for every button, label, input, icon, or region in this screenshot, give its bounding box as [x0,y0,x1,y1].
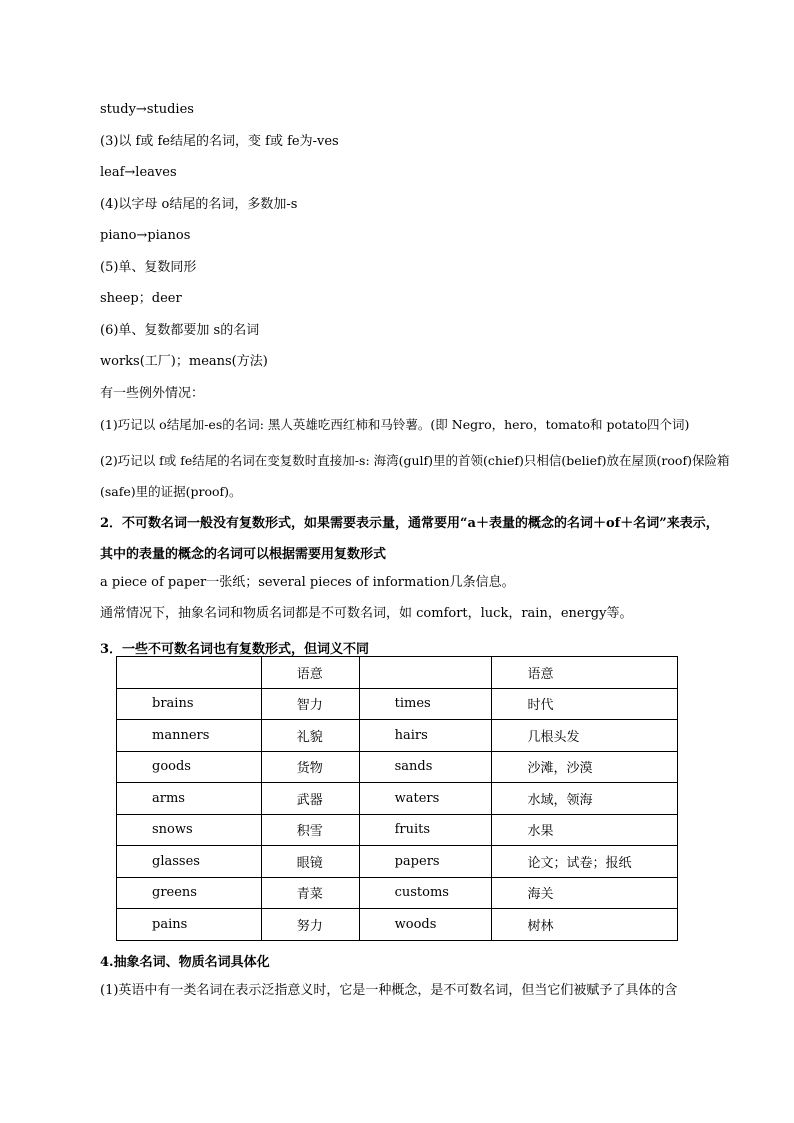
table-cell: 努力 [261,909,359,941]
text-line: 通常情况下，抽象名词和物质名词都是不可数名词，如 comfort，luck，rain，energy等。 [100,606,633,621]
table-cell: sands [359,751,492,783]
text-line: study→studies [100,102,194,117]
table-cell: 礼貌 [261,720,359,752]
table-cell: manners [117,720,262,752]
table-cell: 几根头发 [492,720,678,752]
section-heading: 3．一些不可数名词也有复数形式，但词义不同 [100,641,370,657]
text-line: (6)单、复数都要加 s的名词 [100,322,260,338]
table-cell: 武器 [261,783,359,815]
table-cell: papers [359,846,492,878]
table-row [117,814,678,846]
table-cell: 积雪 [261,814,359,846]
text-line: leaf→leaves [100,165,177,180]
table-cell: 海关 [492,877,678,909]
document-continuation [100,947,730,1010]
table-cell: woods [359,909,492,941]
table-header-cell: 语意 [261,657,359,689]
table-header-cell [117,657,262,689]
table-cell: customs [359,877,492,909]
text-line: (1)英语中有一类名词在表示泛指意义时，它是一种概念，是不可数名词，但当它们被赋予了具体的含 [100,982,678,998]
table-row [117,909,678,941]
table-cell: 眼镜 [261,846,359,878]
table-header-row [117,657,678,689]
text-line: (3)以 f或 fe结尾的名词，变 f或 fe为-ves [100,133,339,149]
text-line: works(工厂)；means(方法) [100,354,268,369]
table-row [117,751,678,783]
table-cell: hairs [359,720,492,752]
table-header-cell [359,657,492,689]
table-cell: 水域，领海 [492,783,678,815]
table-cell: waters [359,783,492,815]
table-cell: 智力 [261,688,359,720]
table-cell: 货物 [261,751,359,783]
table-cell: fruits [359,814,492,846]
text-line: (5)单、复数同形 [100,259,197,275]
text-line: sheep；deer [100,291,182,306]
table-cell: pains [117,909,262,941]
text-line: a piece of paper一张纸；several pieces of information几条信息。 [100,574,515,590]
table-cell: 水果 [492,814,678,846]
table-row [117,720,678,752]
text-line: 有一些例外情况： [100,385,205,401]
table-header-cell: 语意 [492,657,678,689]
table-cell: greens [117,877,262,909]
table-cell: 论文；试卷；报纸 [492,846,678,878]
table-cell: 沙滩，沙漠 [492,751,678,783]
document-body [100,98,730,665]
table-row [117,877,678,909]
text-line: (4)以字母 o结尾的名词，多数加-s [100,196,298,212]
table-cell: arms [117,783,262,815]
table-cell: brains [117,688,262,720]
text-paragraph: (2)巧记以 f或 fe结尾的名词在变复数时直接加-s: 海湾(gulf)里的首领(chief)只相信(belief)放在屋顶(roof)保险箱(safe)里的证据(proof)。 [100,452,730,499]
section-heading: 4.抽象名词、物质名词具体化 [100,955,270,970]
table-cell: 树林 [492,909,678,941]
plural-meaning-table [116,656,678,941]
table-row [117,846,678,878]
table-cell: 时代 [492,688,678,720]
table-cell: times [359,688,492,720]
text-line: (1)巧记以 o结尾加-es的名词: 黑人英雄吃西红柿和马铃薯。(即 Negro，hero，tomato和 potato四个词) [100,417,690,432]
table-row [117,688,678,720]
table-row [117,783,678,815]
table-cell: glasses [117,846,262,878]
text-line: piano→pianos [100,228,191,243]
table-cell: snows [117,814,262,846]
table-cell: 青菜 [261,877,359,909]
section-heading: 2．不可数名词一般没有复数形式，如果需要表示量，通常要用“a＋表量的概念的名词＋of＋名词”来表示，其中的表量的概念的名词可以根据需要用复数形式 [100,515,719,562]
table-cell: goods [117,751,262,783]
